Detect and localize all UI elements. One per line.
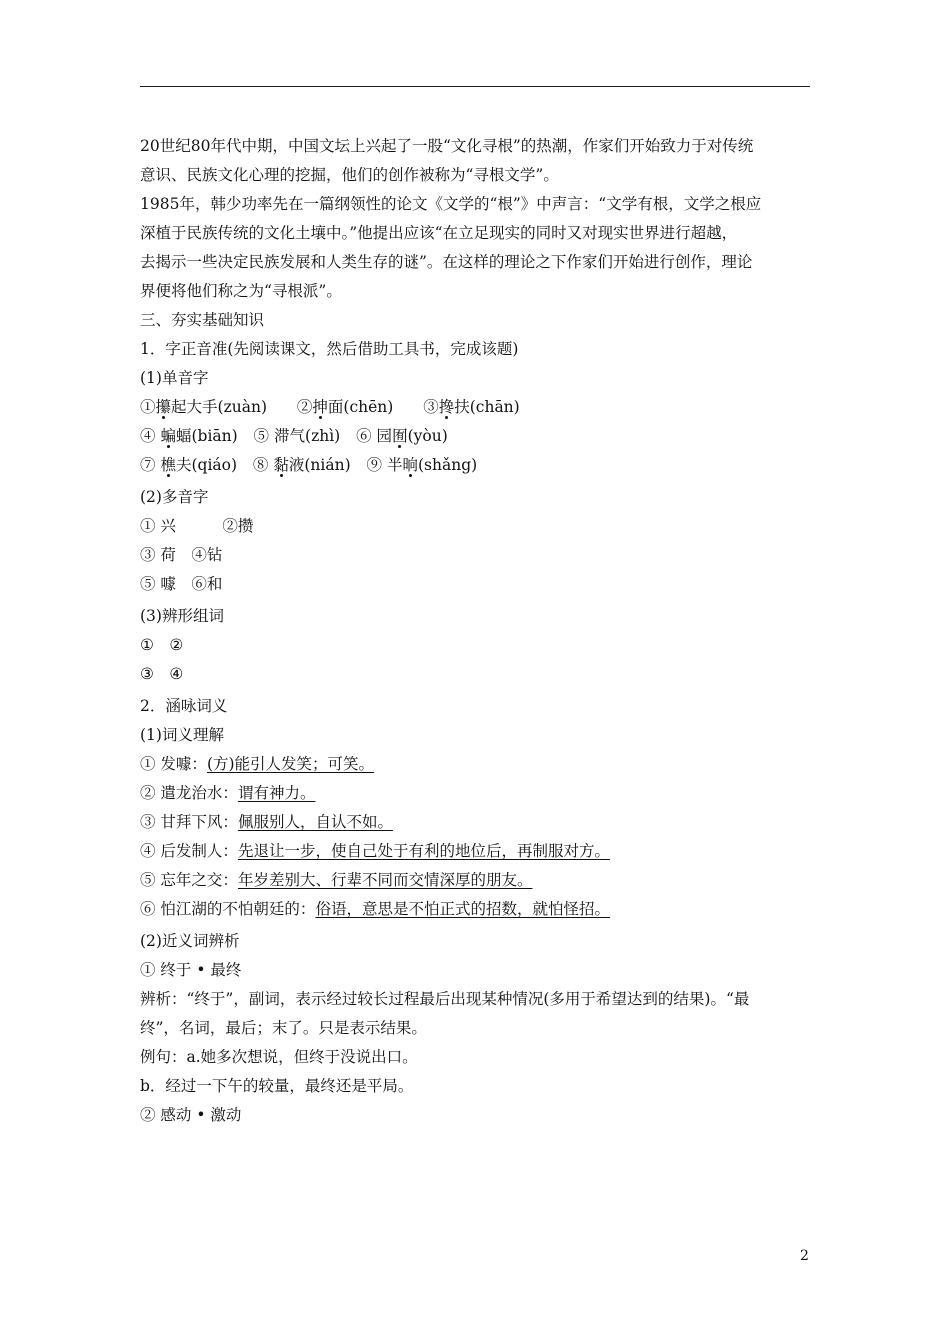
dotted-char: 樵	[160, 456, 176, 474]
synonym-heading: (2)近义词辨析	[140, 932, 240, 950]
item-2-heading: 2．涵咏词义	[140, 697, 228, 715]
synonym-pair-1: ① 终于 • 最终	[140, 961, 242, 979]
single-sound-heading: (1)单音字	[140, 369, 209, 387]
multi-sound-heading: (2)多音字	[140, 488, 209, 506]
synonym-analysis-line-2: 终”，名词，最后；末了。只是表示结果。	[140, 1019, 427, 1037]
dotted-char: 黏	[273, 456, 289, 474]
meaning-definition: 谓有神力。	[237, 784, 316, 802]
dotted-char: 蝙	[160, 427, 176, 445]
intro-paragraph-2-line-2: 深植于民族传统的文化土壤中。”他提出应该“在立足现实的同时又对现实世界进行超越，	[140, 224, 738, 242]
single-sound-row-2: ④ 蝙蝠(biān) ⑤ 滞气(zhì) ⑥ 园囿(yòu)	[140, 427, 448, 445]
meaning-item: ⑥ 怕江湖的不怕朝廷的：俗语，意思是不怕正式的招数，就怕怪招。	[140, 900, 610, 918]
synonym-example-b: b．经过一下午的较量，最终还是平局。	[140, 1077, 414, 1095]
intro-paragraph-1-line-1: 20世纪80年代中期，中国文坛上兴起了一股“文化寻根”的热潮，作家们开始致力于对传统	[140, 137, 754, 155]
page-content	[140, 132, 812, 1130]
meaning-heading: (1)词义理解	[140, 726, 224, 744]
meaning-item: ① 发噱：(方)能引人发笑；可笑。	[140, 755, 375, 773]
meaning-definition: 俗语，意思是不怕正式的招数，就怕怪招。	[315, 900, 610, 918]
multi-sound-row-3: ⑤ 噱 ⑥和	[140, 575, 223, 593]
meaning-item: ⑤ 忘年之交：年岁差别大、行辈不同而交情深厚的朋友。	[140, 871, 533, 889]
dotted-char: 搀	[438, 398, 455, 416]
dotted-char: 攥	[155, 398, 172, 416]
multi-sound-row-1: ① 兴 ②攒	[140, 517, 254, 535]
dotted-char: 抻	[312, 398, 328, 416]
item-1-heading: 1．字正音准(先阅读课文，然后借助工具书，完成该题)	[140, 340, 519, 358]
synonym-example-a: 例句：a.她多次想说，但终于没说出口。	[140, 1048, 418, 1066]
multi-sound-row-2: ③ 荷 ④钻	[140, 546, 223, 564]
meaning-definition: 佩服别人，自认不如。	[237, 813, 393, 831]
synonym-pair-2: ② 感动 • 激动	[140, 1106, 242, 1124]
synonym-analysis-line-1: 辨析：“终于”，副词，表示经过较长过程最后出现某种情况(多用于希望达到的结果)。“最	[140, 990, 750, 1008]
single-sound-row-3: ⑦ 樵夫(qiáo) ⑧ 黏液(nián) ⑨ 半晌(shǎng)	[140, 456, 478, 474]
header-rule	[140, 86, 810, 87]
intro-paragraph-2-line-3: 去揭示一些决定民族发展和人类生存的谜”。在这样的理论之下作家们开始进行创作，理论	[140, 253, 753, 271]
meaning-item: ④ 后发制人：先退让一步，使自己处于有利的地位后，再制服对方。	[140, 842, 610, 860]
page-number: 2	[800, 1248, 809, 1264]
intro-paragraph-2-line-1: 1985年，韩少功率先在一篇纲领性的论文《文学的“根”》中声言：“文学有根，文学之根应	[140, 195, 762, 213]
word-form-row-2: ③ ④	[140, 665, 184, 683]
meaning-definition: (方)能引人发笑；可笑。	[206, 755, 375, 773]
single-sound-row-1: ①攥起大手(zuàn) ②抻面(chēn) ③搀扶(chān)	[140, 398, 520, 416]
dotted-char: 囿	[392, 427, 408, 445]
meaning-item: ③ 甘拜下风：佩服别人，自认不如。	[140, 813, 393, 831]
dotted-char: 晌	[402, 456, 418, 474]
word-form-row-1: ① ②	[140, 636, 184, 654]
section-3-heading: 三、夯实基础知识	[140, 311, 265, 329]
word-form-heading: (3)辨形组词	[140, 607, 224, 625]
intro-paragraph-1-line-2: 意识、民族文化心理的挖掘，他们的创作被称为“寻根文学”。	[140, 166, 559, 184]
intro-paragraph-2-line-4: 界便将他们称之为“寻根派”。	[140, 282, 342, 300]
meaning-definition: 先退让一步，使自己处于有利的地位后，再制服对方。	[237, 842, 610, 860]
meaning-item: ② 遣龙治水：谓有神力。	[140, 784, 316, 802]
meaning-definition: 年岁差别大、行辈不同而交情深厚的朋友。	[237, 871, 533, 889]
